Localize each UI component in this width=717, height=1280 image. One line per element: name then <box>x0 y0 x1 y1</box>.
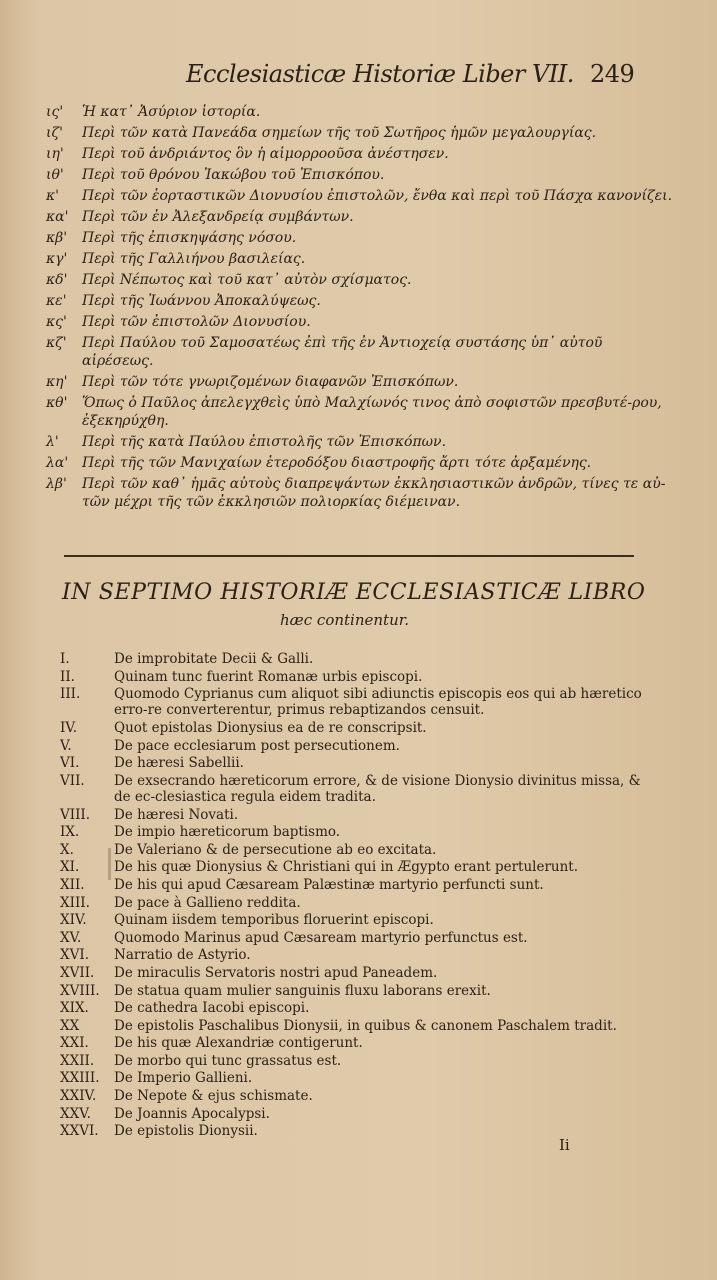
chapter-title: Quomodo Marinus apud Cæsaream martyrio perfunctus est. <box>114 929 528 946</box>
chapter-title: Περὶ τῆς τῶν Μανιχαίων ἑτεροδόξου διαστροφῆς ἄρτι τότε ἀρξαμένης. <box>82 455 592 471</box>
latin-chapter-row <box>60 1123 660 1139</box>
chapter-title: De epistolis Paschalibus Dionysii, in quibus & canonem Paschalem tradit. <box>114 1017 617 1034</box>
section-subheading: hæc continentur. <box>280 611 410 629</box>
chapter-title: Quinam tunc fuerint Romanæ urbis episcopi. <box>114 668 423 685</box>
latin-chapter-row <box>60 1070 660 1086</box>
chapter-title: Περὶ τοῦ ἀνδριάντος ὃν ἡ αἱμορροοῦσα ἀνέστησεν. <box>82 146 449 162</box>
signature-mark: Ii <box>559 1136 570 1154</box>
chapter-number: κθ' <box>46 395 68 411</box>
chapter-title: Περὶ τῆς Γαλλιήνου βασιλείας. <box>82 251 306 267</box>
chapter-title: Περὶ τῶν ἐν Ἀλεξανδρείᾳ συμβάντων. <box>82 209 354 225</box>
chapter-number: XXIV. <box>60 1088 97 1105</box>
running-head-title: Ecclesiasticæ Historiæ Liber VII. <box>186 60 574 88</box>
latin-chapter-row <box>60 965 660 981</box>
greek-chapter-row <box>46 187 676 205</box>
latin-chapter-row <box>60 755 660 771</box>
chapter-title: De morbo qui tunc grassatus est. <box>114 1052 342 1069</box>
chapter-title: De Nepote & ejus schismate. <box>114 1088 313 1105</box>
chapter-title: Περὶ τῶν ἐπιστολῶν Διονυσίου. <box>82 314 311 330</box>
chapter-number: κζ' <box>46 335 67 351</box>
running-head <box>186 60 686 94</box>
chapter-title: De exsecrando hæreticorum errore, & de visione Dionysio divinitus missa, & de ec-clesiastica regula eidem tradita. <box>114 772 641 805</box>
chapter-number: XVIII. <box>60 982 100 999</box>
chapter-number: XXVI. <box>60 1123 99 1140</box>
chapter-number: κγ' <box>46 251 68 267</box>
chapter-title: De pace ecclesiarum post persecutionem. <box>114 737 400 754</box>
chapter-number: XVI. <box>60 947 89 964</box>
latin-chapter-list <box>60 651 660 1141</box>
chapter-title: Quinam iisdem temporibus floruerint episcopi. <box>114 912 434 929</box>
chapter-number: ιθ' <box>46 167 64 183</box>
latin-chapter-row <box>60 824 660 840</box>
chapter-number: VI. <box>60 755 80 772</box>
chapter-number: I. <box>60 651 70 667</box>
latin-chapter-row <box>60 651 660 667</box>
chapter-title: De pace à Gallieno reddita. <box>114 894 301 911</box>
page-number: 249 <box>590 60 635 88</box>
chapter-title: Περὶ τῶν κατὰ Πανεάδα σημείων τῆς τοῦ Σωτῆρος ἡμῶν μεγαλουργίας. <box>82 125 597 141</box>
chapter-title: De miraculis Servatoris nostri apud Paneadem. <box>114 964 438 981</box>
chapter-title: Περὶ τῶν ἑορταστικῶν Διονυσίου ἐπιστολῶν, ἔνθα καὶ περὶ τοῦ Πάσχα κανονίζει. <box>82 188 673 204</box>
latin-chapter-row <box>60 947 660 963</box>
latin-chapter-row <box>60 686 660 718</box>
chapter-number: V. <box>60 737 72 754</box>
latin-chapter-row <box>60 807 660 823</box>
chapter-title: Περὶ τῆς ἐπισκηψάσης νόσου. <box>82 230 297 246</box>
chapter-title: De his qui apud Cæsaream Palæstinæ martyrio perfuncti sunt. <box>114 876 544 893</box>
latin-chapter-row <box>60 1000 660 1016</box>
chapter-number: XV. <box>60 929 82 946</box>
chapter-title: De his quæ Dionysius & Christiani qui in Ægypto erant pertulerunt. <box>114 859 579 876</box>
chapter-title: Quot epistolas Dionysius ea de re conscripsit. <box>114 719 427 736</box>
latin-chapter-row <box>60 738 660 754</box>
chapter-title: Περὶ Παύλου τοῦ Σαμοσατέως ἐπὶ τῆς ἐν Ἀντιοχείᾳ συστάσης ὑπ᾽ αὐτοῦ αἱρέσεως. <box>82 335 603 369</box>
chapter-number: κα' <box>46 209 69 225</box>
chapter-number: κβ' <box>46 230 68 246</box>
latin-chapter-row <box>60 912 660 928</box>
greek-chapter-row <box>46 166 676 184</box>
chapter-number: XX <box>60 1017 80 1034</box>
chapter-title: Περὶ τῶν τότε γνωριζομένων διαφανῶν Ἐπισκόπων. <box>82 374 459 390</box>
greek-chapter-row <box>46 250 676 268</box>
greek-chapter-row <box>46 475 676 511</box>
chapter-number: κη' <box>46 374 68 390</box>
chapter-title: De cathedra Iacobi episcopi. <box>114 1000 310 1017</box>
greek-chapter-row <box>46 145 676 163</box>
latin-chapter-row <box>60 1106 660 1122</box>
chapter-title: De statua quam mulier sanguinis fluxu laborans erexit. <box>114 982 491 999</box>
section-heading: IN SEPTIMO HISTORIÆ ECCLESIASTICÆ LIBRO <box>62 580 646 605</box>
chapter-number: XIV. <box>60 912 87 929</box>
latin-chapter-row <box>60 930 660 946</box>
greek-chapter-row <box>46 229 676 247</box>
chapter-number: ιη' <box>46 146 64 162</box>
greek-chapter-row <box>46 208 676 226</box>
greek-chapter-row <box>46 394 676 430</box>
chapter-title: De hæresi Sabellii. <box>114 755 244 772</box>
chapter-number: κ' <box>46 188 60 204</box>
latin-chapter-row <box>60 669 660 685</box>
chapter-number: VIII. <box>60 806 91 823</box>
latin-chapter-row <box>60 1035 660 1051</box>
latin-chapter-row <box>60 720 660 736</box>
chapter-number: ιζ' <box>46 125 63 141</box>
chapter-number: λα' <box>46 455 69 471</box>
chapter-number: λ' <box>46 434 59 450</box>
chapter-number: XXI. <box>60 1035 89 1052</box>
latin-chapter-row <box>60 859 660 875</box>
chapter-title: De epistolis Dionysii. <box>114 1123 258 1140</box>
chapter-title: De improbitate Decii & Galli. <box>114 651 314 667</box>
chapter-number: VII. <box>60 772 85 789</box>
chapter-number: II. <box>60 668 75 685</box>
latin-chapter-row <box>60 895 660 911</box>
greek-chapter-row <box>46 271 676 289</box>
greek-chapter-row <box>46 124 676 142</box>
chapter-number: IV. <box>60 719 78 736</box>
chapter-number: X. <box>60 841 74 858</box>
latin-chapter-row <box>60 773 660 805</box>
margin-mark <box>108 848 111 880</box>
greek-chapter-row <box>46 292 676 310</box>
chapter-number: XIX. <box>60 1000 89 1017</box>
chapter-number: κδ' <box>46 272 68 288</box>
chapter-number: κς' <box>46 314 67 330</box>
latin-chapter-row <box>60 1088 660 1104</box>
greek-chapter-row <box>46 454 676 472</box>
chapter-title: Περὶ τῆς κατὰ Παύλου ἐπιστολῆς τῶν Ἐπισκόπων. <box>82 434 447 450</box>
horizontal-rule <box>64 555 634 557</box>
chapter-title: Περὶ τοῦ θρόνου Ἰακώβου τοῦ Ἐπισκόπου. <box>82 167 385 183</box>
chapter-title: Περὶ τῆς Ἰωάννου Ἀποκαλύψεως. <box>82 293 321 309</box>
latin-chapter-row <box>60 877 660 893</box>
greek-chapter-row <box>46 433 676 451</box>
latin-chapter-row <box>60 1053 660 1069</box>
latin-chapter-row <box>60 983 660 999</box>
greek-chapter-row <box>46 103 676 121</box>
greek-chapter-row <box>46 334 676 370</box>
chapter-number: XXII. <box>60 1052 95 1069</box>
chapter-title: De Imperio Gallieni. <box>114 1070 253 1087</box>
chapter-title: De his quæ Alexandriæ contigerunt. <box>114 1035 363 1052</box>
chapter-number: XVII. <box>60 964 95 981</box>
chapter-title: Ὅπως ὁ Παῦλος ἀπελεγχθεὶς ὑπὸ Μαλχίωνός τινος ἀπὸ σοφιστῶν πρεσβυτέ-ρου, ἐξεκηρύχθη. <box>82 395 662 429</box>
chapter-title: Περὶ Νέπωτος καὶ τοῦ κατ᾽ αὐτὸν σχίσματος. <box>82 272 412 288</box>
chapter-number: XII. <box>60 876 85 893</box>
chapter-number: IX. <box>60 824 80 841</box>
chapter-title: De hæresi Novati. <box>114 806 239 823</box>
greek-chapter-row <box>46 313 676 331</box>
chapter-title: Περὶ τῶν καθ᾽ ἡμᾶς αὐτοὺς διαπρεψάντων ἐκκλησιαστικῶν ἀνδρῶν, τίνες τε αὐ-τῶν μέχρι τῆς τῶν ἐκκλησιῶν πολιορκίας διέμειναν. <box>82 476 666 510</box>
latin-chapter-row <box>60 1018 660 1034</box>
chapter-title: Narratio de Astyrio. <box>114 947 251 964</box>
chapter-number: ις' <box>46 104 64 120</box>
chapter-title: Ἡ κατ᾽ Ἀσύριον ἱστορία. <box>82 104 261 120</box>
chapter-number: κε' <box>46 293 67 309</box>
chapter-number: XIII. <box>60 894 90 911</box>
chapter-title: De Joannis Apocalypsi. <box>114 1105 270 1122</box>
chapter-number: λβ' <box>46 476 67 492</box>
chapter-title: Quomodo Cyprianus cum aliquot sibi adiunctis episcopis eos qui ab hæretico erro-re converterentur, primus rebaptizandos censuit. <box>114 686 642 719</box>
chapter-number: XXV. <box>60 1105 91 1122</box>
chapter-number: XI. <box>60 859 80 876</box>
chapter-title: De impio hæreticorum baptismo. <box>114 824 341 841</box>
latin-chapter-row <box>60 842 660 858</box>
chapter-title: De Valeriano & de persecutione ab eo excitata. <box>114 841 437 858</box>
greek-chapter-list <box>46 103 676 514</box>
chapter-number: III. <box>60 686 81 703</box>
chapter-number: XXIII. <box>60 1070 100 1087</box>
greek-chapter-row <box>46 373 676 391</box>
